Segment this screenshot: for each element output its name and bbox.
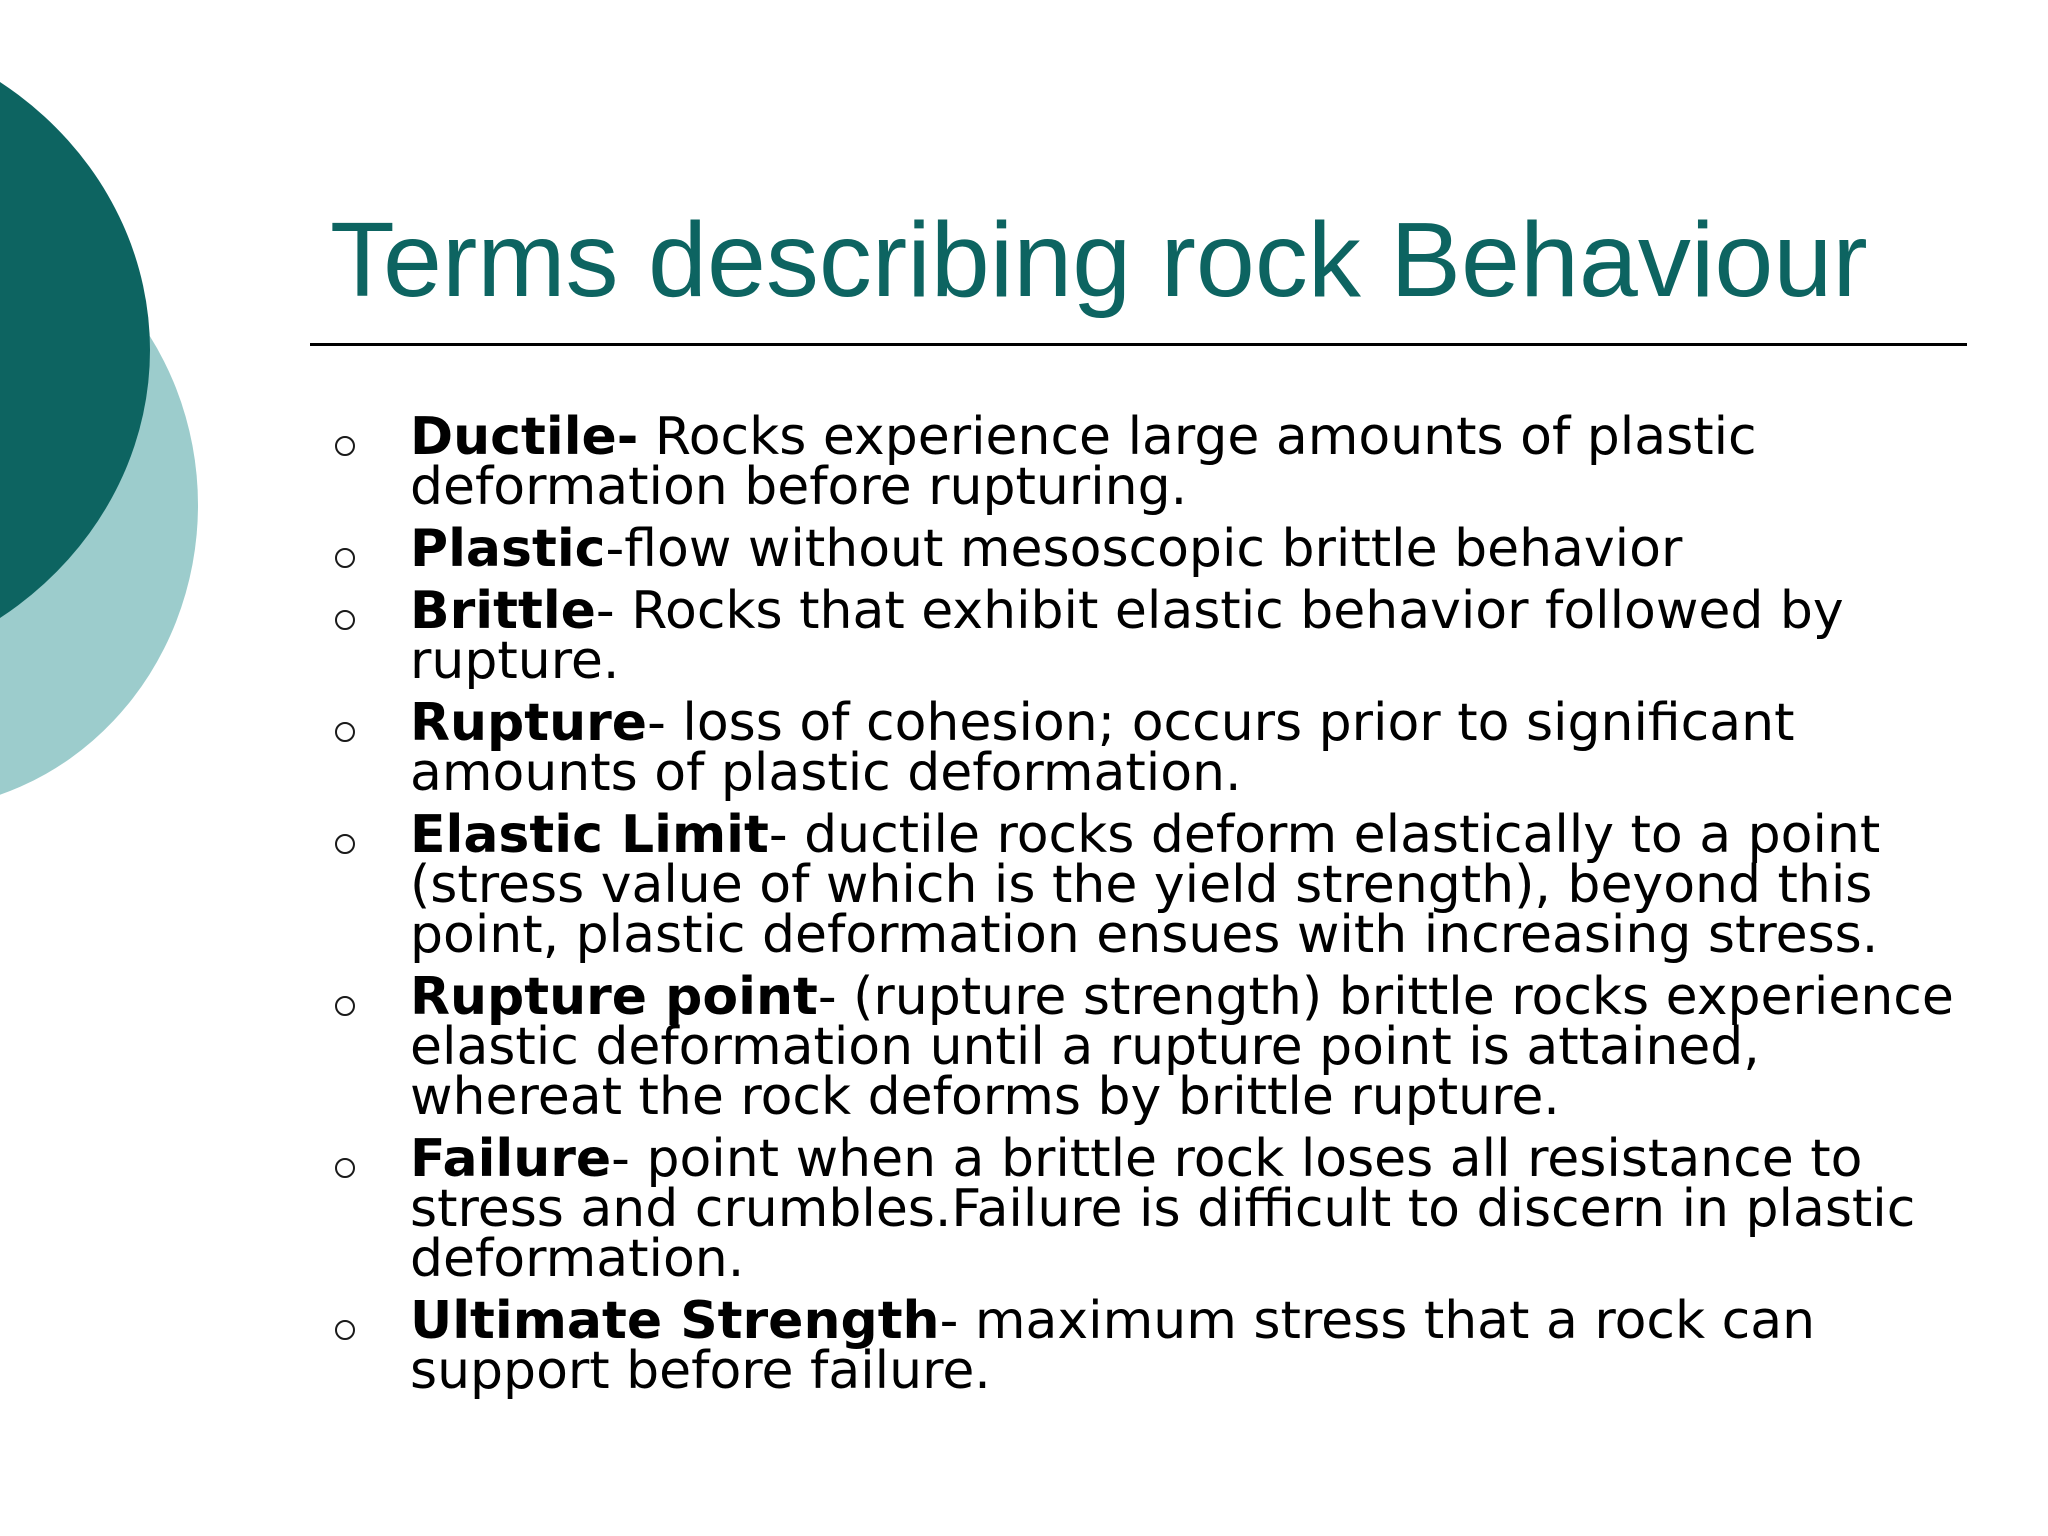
hollow-circle-bullet-icon [335, 722, 355, 742]
term-definition: - Rocks that exhibit elastic behavior followed by rupture. [410, 581, 1844, 691]
term-rupture [330, 693, 1970, 803]
term-name: Elastic Limit [410, 805, 769, 865]
term-brittle [330, 581, 1970, 691]
term-name: Failure [410, 1129, 612, 1189]
term-definition: - ductile rocks deform elastically to a point (stress value of which is the yield strength), beyond this point, plastic deformation ensues with increasing stress. [410, 805, 1881, 965]
term-ductile [330, 407, 1970, 517]
hollow-circle-bullet-icon [335, 1320, 355, 1340]
hollow-circle-bullet-icon [335, 436, 355, 456]
term-definition: - (rupture strength) brittle rocks experience elastic deformation until a rupture point is attained, whereat the rock deforms by brittle rupture. [410, 967, 1954, 1127]
term-elastic-limit [330, 805, 1970, 965]
slide-title: Terms describing rock Behaviour [330, 201, 1868, 319]
hollow-circle-bullet-icon [335, 1158, 355, 1178]
term-name: Brittle [410, 581, 596, 641]
term-definition: - loss of cohesion; occurs prior to significant amounts of plastic deformation. [410, 693, 1795, 803]
term-definition: -flow without mesoscopic brittle behavior [605, 519, 1683, 579]
term-rupture-point [330, 967, 1970, 1127]
terms-list [330, 407, 1970, 1408]
hollow-circle-bullet-icon [335, 548, 355, 568]
term-name: Plastic [410, 519, 606, 579]
term-failure [330, 1129, 1970, 1289]
term-name: Ultimate Strength [410, 1291, 940, 1351]
term-name: Ductile- [410, 407, 639, 467]
term-name: Rupture [410, 693, 648, 753]
hollow-circle-bullet-icon [335, 996, 355, 1016]
hollow-circle-bullet-icon [335, 610, 355, 630]
hollow-circle-bullet-icon [335, 834, 355, 854]
term-definition: Rocks experience large amounts of plastic deformation before rupturing. [410, 407, 1757, 517]
term-ultimate-strength [330, 1291, 1970, 1401]
term-definition: - point when a brittle rock loses all resistance to stress and crumbles.Failure is difficult to discern in plastic deformation. [410, 1129, 1916, 1289]
term-name: Rupture point [410, 967, 818, 1027]
term-plastic [330, 519, 1970, 579]
title-divider [310, 343, 1967, 346]
term-definition: - maximum stress that a rock can support before failure. [410, 1291, 1816, 1401]
